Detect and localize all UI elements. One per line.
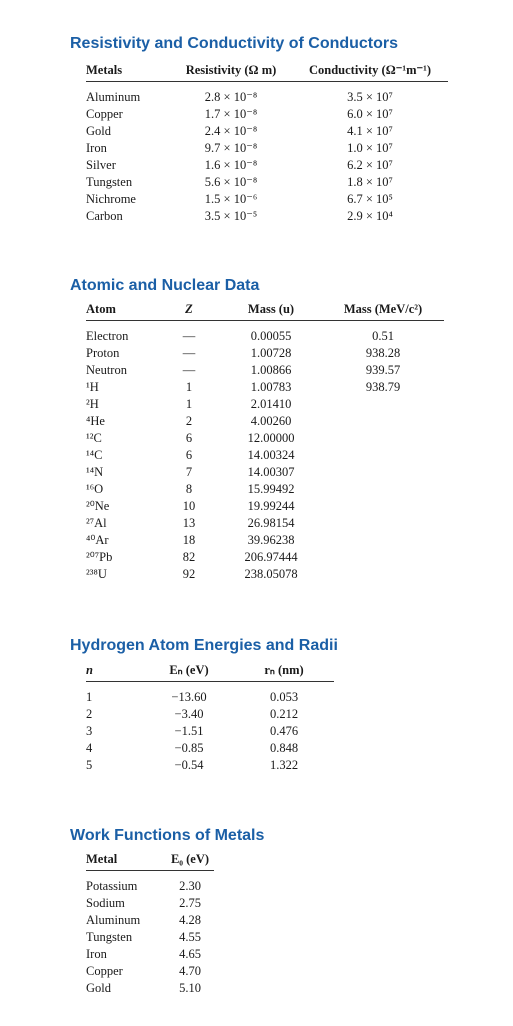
table-cell: 1.8 × 10⁷ [347,175,393,189]
table-cell: 1 [86,690,93,704]
table-row [86,345,444,362]
table-cell: 3.5 × 10⁻⁵ [204,209,258,223]
table-row [86,157,448,174]
atomic-table [86,302,444,583]
table-cell: 12.00000 [247,431,295,445]
table-cell: 1.0 × 10⁷ [347,141,393,155]
work-table [86,852,214,997]
table-row [86,515,444,532]
table-cell: 1.6 × 10⁻⁸ [204,158,258,172]
table-cell: Tungsten [86,930,133,944]
table-row [86,362,444,379]
table-cell: ⁴He [86,414,105,428]
table-cell: Neutron [86,363,127,377]
table-cell: ²⁷Al [86,516,107,530]
table-cell: Nichrome [86,192,136,206]
table-cell: 6.2 × 10⁷ [347,158,393,172]
table-row [86,946,214,963]
column-header: Mass (u) [220,302,322,321]
table-cell: 4.28 [179,913,201,927]
table-cell: 1.322 [269,758,299,772]
table-row [86,140,448,157]
column-header: Atom [86,302,158,321]
table-cell: Sodium [86,896,125,910]
table-cell: ¹⁴N [86,465,104,479]
table-cell: Silver [86,158,116,172]
section-title: Resistivity and Conductivity of Conductors [70,35,399,52]
table-cell: 6.7 × 10⁵ [347,192,393,206]
table-cell [322,515,444,532]
table-cell: 2.30 [179,879,201,893]
column-header: Z [158,302,220,321]
table-cell: 39.96238 [247,533,295,547]
table-cell [322,430,444,447]
table-row [86,532,444,549]
table-cell: 18 [182,533,196,547]
table-cell: 13 [182,516,196,530]
table-cell: Iron [86,947,107,961]
section-title: Work Functions of Metals [70,827,265,844]
table-cell: ²⁰⁷Pb [86,550,113,564]
table-cell: ¹H [86,380,99,394]
table-cell: 4.1 × 10⁷ [347,124,393,138]
table-cell: −1.51 [174,724,204,738]
table-cell: 1.00866 [250,363,292,377]
table-cell: 938.28 [365,346,401,360]
section-title: Atomic and Nuclear Data [70,277,260,294]
table-row [86,549,444,566]
table-cell: 10 [182,499,196,513]
table-row [86,123,448,140]
table-cell: 2.9 × 10⁴ [347,209,393,223]
table-cell: Copper [86,964,123,978]
table-cell: ²H [86,397,99,411]
column-header: Eₙ (eV) [144,662,234,682]
table-cell: 4.55 [179,930,201,944]
column-header: Conductivity (Ω⁻¹m⁻¹) [292,62,448,82]
table-cell: 4.00260 [250,414,292,428]
table-cell: 19.99244 [247,499,295,513]
table-cell: 1.00783 [250,380,292,394]
table-row [86,498,444,515]
table-cell: 6 [185,431,193,445]
table-cell: 5.6 × 10⁻⁸ [204,175,258,189]
table-row [86,481,444,498]
table-row [86,912,214,929]
table-cell: 82 [182,550,196,564]
table-cell: ¹⁴C [86,448,103,462]
table-cell: Copper [86,107,123,121]
table-cell [322,413,444,430]
table-cell: 3 [86,724,93,738]
table-cell: 92 [182,567,196,581]
table-cell [322,532,444,549]
table-row [86,895,214,912]
hydrogen-section [70,637,338,774]
table-row [86,929,214,946]
table-row [86,396,444,413]
table-cell: −13.60 [171,690,207,704]
table-cell: Proton [86,346,120,360]
table-row [86,379,444,396]
table-cell [322,498,444,515]
table-row [86,191,448,208]
atomic-section [70,277,444,583]
column-header: E₀ (eV) [166,852,214,871]
table-cell: ¹²C [86,431,102,445]
column-header: Metal [86,852,166,871]
table-cell: 4 [86,741,93,755]
table-cell: 0.51 [372,329,394,343]
table-cell: 2 [185,414,193,428]
column-header: Resistivity (Ω m) [170,62,292,82]
table-cell [322,549,444,566]
table-cell: 4.65 [179,947,201,961]
table-row [86,447,444,464]
table-cell: — [182,363,196,377]
table-cell: 3.5 × 10⁷ [347,90,393,104]
table-row [86,980,214,997]
table-cell: 6 [185,448,193,462]
table-cell: 2.75 [179,896,201,910]
table-cell: 1.7 × 10⁻⁸ [204,107,258,121]
table-cell: ⁴⁰Ar [86,533,109,547]
table-cell: −0.85 [174,741,204,755]
table-cell: 2.8 × 10⁻⁸ [204,90,258,104]
table-cell: 15.99492 [247,482,295,496]
table-cell: 8 [185,482,193,496]
table-cell: Potassium [86,879,138,893]
table-cell: 1 [185,380,193,394]
resistivity-section [70,35,448,225]
table-cell [322,566,444,583]
table-cell: Aluminum [86,90,141,104]
table-cell: Electron [86,329,129,343]
table-cell: 6.0 × 10⁷ [347,107,393,121]
table-row [86,106,448,123]
table-row [86,208,448,225]
table-row [86,757,334,774]
table-cell: 238.05078 [244,567,298,581]
table-cell: 938.79 [365,380,401,394]
table-cell [322,396,444,413]
table-row [86,174,448,191]
table-cell: — [182,329,196,343]
column-header: rₙ (nm) [234,662,334,682]
table-cell: −0.54 [174,758,204,772]
table-cell: 2.01410 [250,397,292,411]
table-cell: 1 [185,397,193,411]
table-cell: −3.40 [174,707,204,721]
table-cell: 7 [185,465,193,479]
column-header: n [86,662,144,682]
work-section [70,827,264,997]
table-cell: Gold [86,124,111,138]
hydrogen-table [86,662,334,774]
resistivity-table [86,62,448,225]
table-cell: 0.053 [269,690,299,704]
table-row [86,871,214,896]
table-cell: ²³⁸U [86,567,107,581]
table-row [86,82,448,107]
table-cell: 14.00307 [247,465,295,479]
table-row [86,566,444,583]
table-cell: — [182,346,196,360]
table-cell [322,464,444,481]
table-cell: 4.70 [179,964,201,978]
table-cell: 5.10 [179,981,201,995]
table-cell: Gold [86,981,111,995]
table-cell: 5 [86,758,93,772]
table-row [86,321,444,346]
table-cell: 0.848 [269,741,299,755]
table-cell: Tungsten [86,175,133,189]
table-row [86,706,334,723]
table-row [86,963,214,980]
table-cell: 0.476 [269,724,299,738]
table-cell: 2.4 × 10⁻⁸ [204,124,258,138]
table-cell: ¹⁶O [86,482,104,496]
table-cell: 14.00324 [247,448,295,462]
table-row [86,723,334,740]
column-header: Metals [86,62,170,82]
table-cell: 1.5 × 10⁻⁶ [204,192,258,206]
table-row [86,430,444,447]
column-header: Mass (MeV/c²) [322,302,444,321]
table-row [86,464,444,481]
table-cell: Iron [86,141,107,155]
table-row [86,413,444,430]
table-cell: 26.98154 [247,516,295,530]
table-cell [322,481,444,498]
table-cell: 0.212 [269,707,299,721]
table-cell: Aluminum [86,913,141,927]
table-cell: 9.7 × 10⁻⁸ [204,141,258,155]
table-cell: 939.57 [365,363,401,377]
section-title: Hydrogen Atom Energies and Radii [70,637,338,654]
table-cell: 2 [86,707,93,721]
table-row [86,740,334,757]
table-cell: 0.00055 [250,329,292,343]
table-cell: ²⁰Ne [86,499,110,513]
table-cell: 1.00728 [250,346,292,360]
table-row [86,682,334,707]
table-cell: Carbon [86,209,123,223]
table-cell [322,447,444,464]
table-cell: 206.97444 [244,550,298,564]
